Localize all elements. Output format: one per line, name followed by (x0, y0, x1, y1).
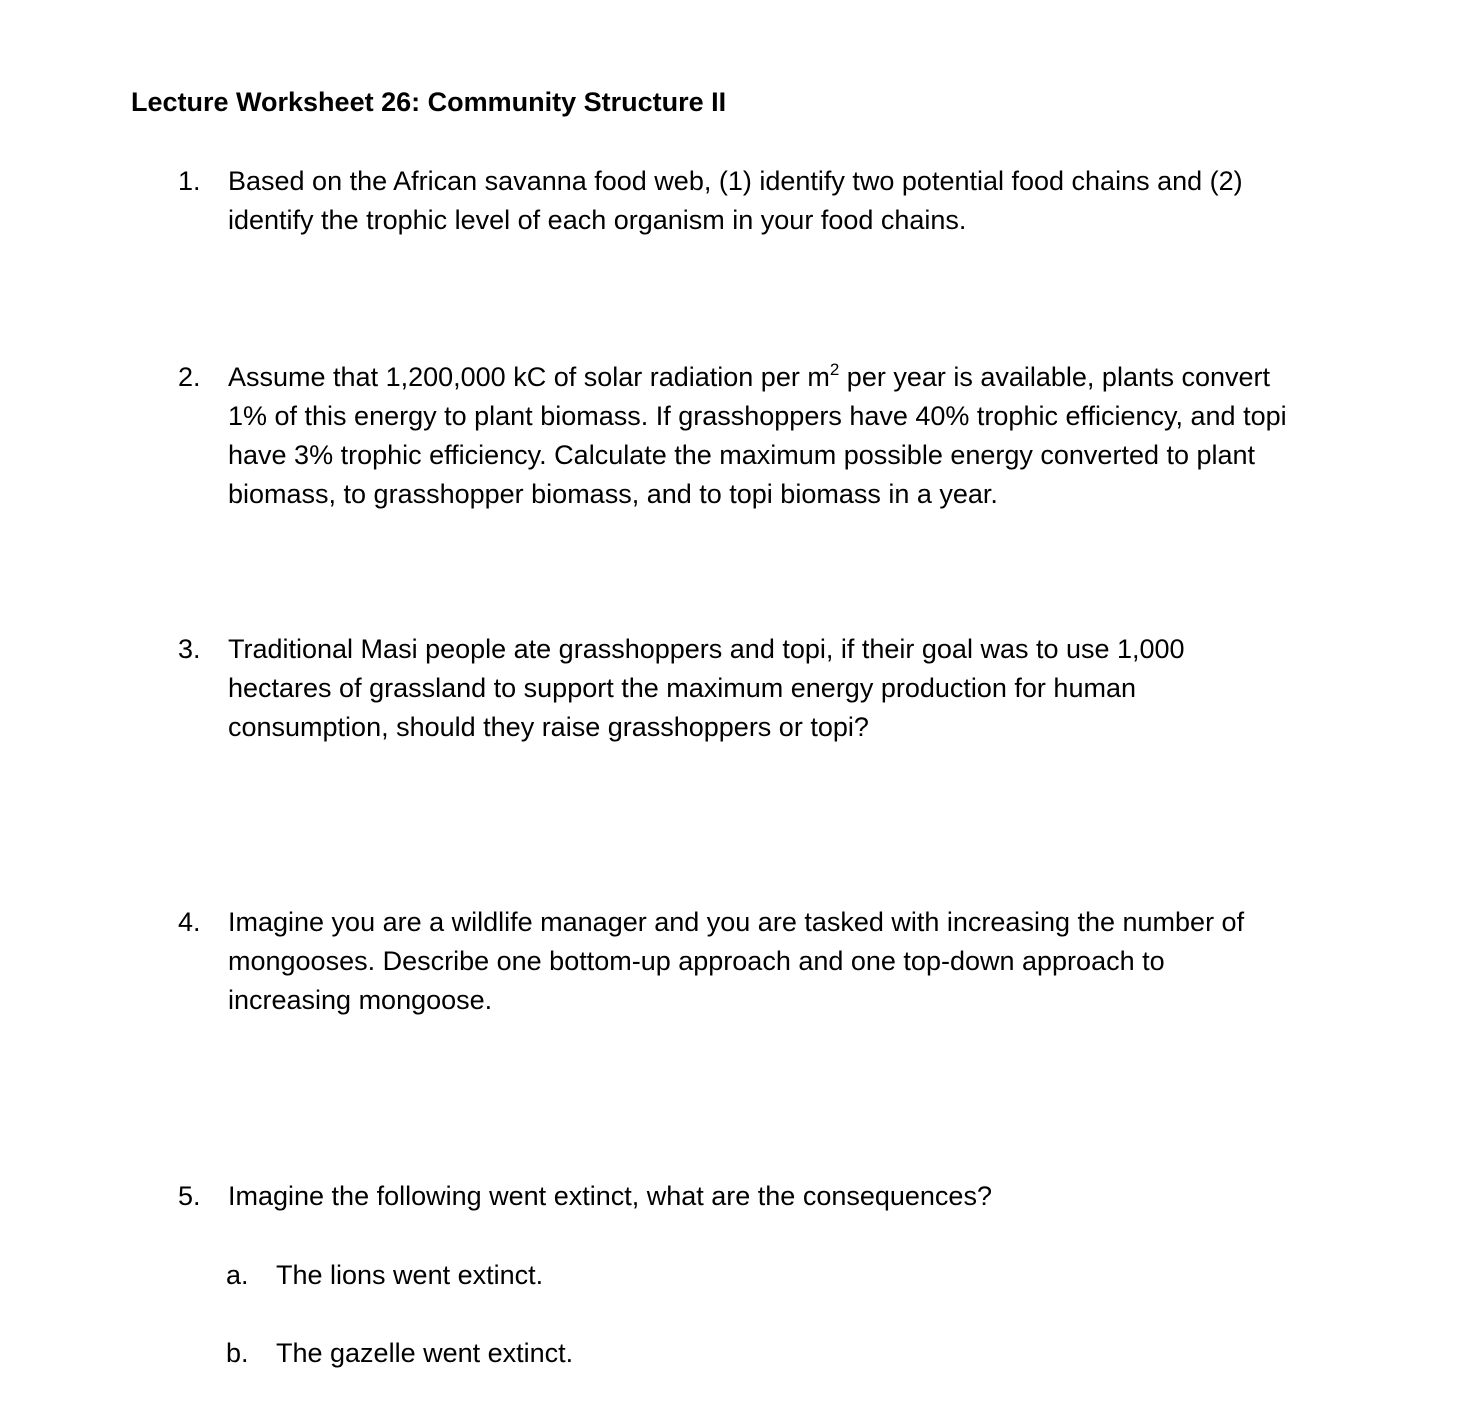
question-text (228, 630, 1388, 747)
superscript-exponent: 2 (829, 360, 840, 379)
question-line: biomass, to grasshopper biomass, and to topi biomass in a year. (228, 479, 998, 509)
worksheet-title: Lecture Worksheet 26: Community Structure II (131, 87, 727, 117)
question-line: hectares of grassland to support the maximum energy production for human (228, 673, 1136, 703)
question-line: increasing mongoose. (228, 985, 493, 1015)
question-line-part: Assume that 1,200,000 kC of solar radiation per m (228, 362, 830, 392)
question-number: 5. (178, 1181, 201, 1211)
question-line: identify the trophic level of each organism in your food chains. (228, 205, 967, 235)
question-text (228, 1177, 1388, 1216)
question-line (228, 358, 1388, 397)
question-line: have 3% trophic efficiency. Calculate the maximum possible energy converted to plant (228, 440, 1256, 470)
question-number: 3. (178, 634, 201, 664)
sub-item-text: The lions went extinct. (276, 1260, 544, 1290)
sub-item-letter: b. (226, 1338, 249, 1368)
question-text (228, 903, 1388, 1020)
question-line: Traditional Masi people ate grasshoppers and topi, if their goal was to use 1,000 (228, 634, 1185, 664)
question-text (228, 358, 1388, 514)
question-line: Imagine you are a wildlife manager and you are tasked with increasing the number of (228, 907, 1245, 937)
question-line: Based on the African savanna food web, (1) identify two potential food chains and (2) (228, 166, 1243, 196)
question-line: consumption, should they raise grasshoppers or topi? (228, 712, 869, 742)
question-number: 1. (178, 166, 201, 196)
question-text (228, 162, 1388, 240)
question-line-part: per year is available, plants convert (839, 362, 1271, 392)
sub-item-text: The gazelle went extinct. (276, 1338, 574, 1368)
question-number: 2. (178, 362, 201, 392)
question-number: 4. (178, 907, 201, 937)
sub-item-letter: a. (226, 1260, 249, 1290)
question-line: mongooses. Describe one bottom-up approach and one top-down approach to (228, 946, 1165, 976)
question-line: Imagine the following went extinct, what are the consequences? (228, 1181, 992, 1211)
question-line: 1% of this energy to plant biomass. If grasshoppers have 40% trophic efficiency, and topi (228, 401, 1287, 431)
